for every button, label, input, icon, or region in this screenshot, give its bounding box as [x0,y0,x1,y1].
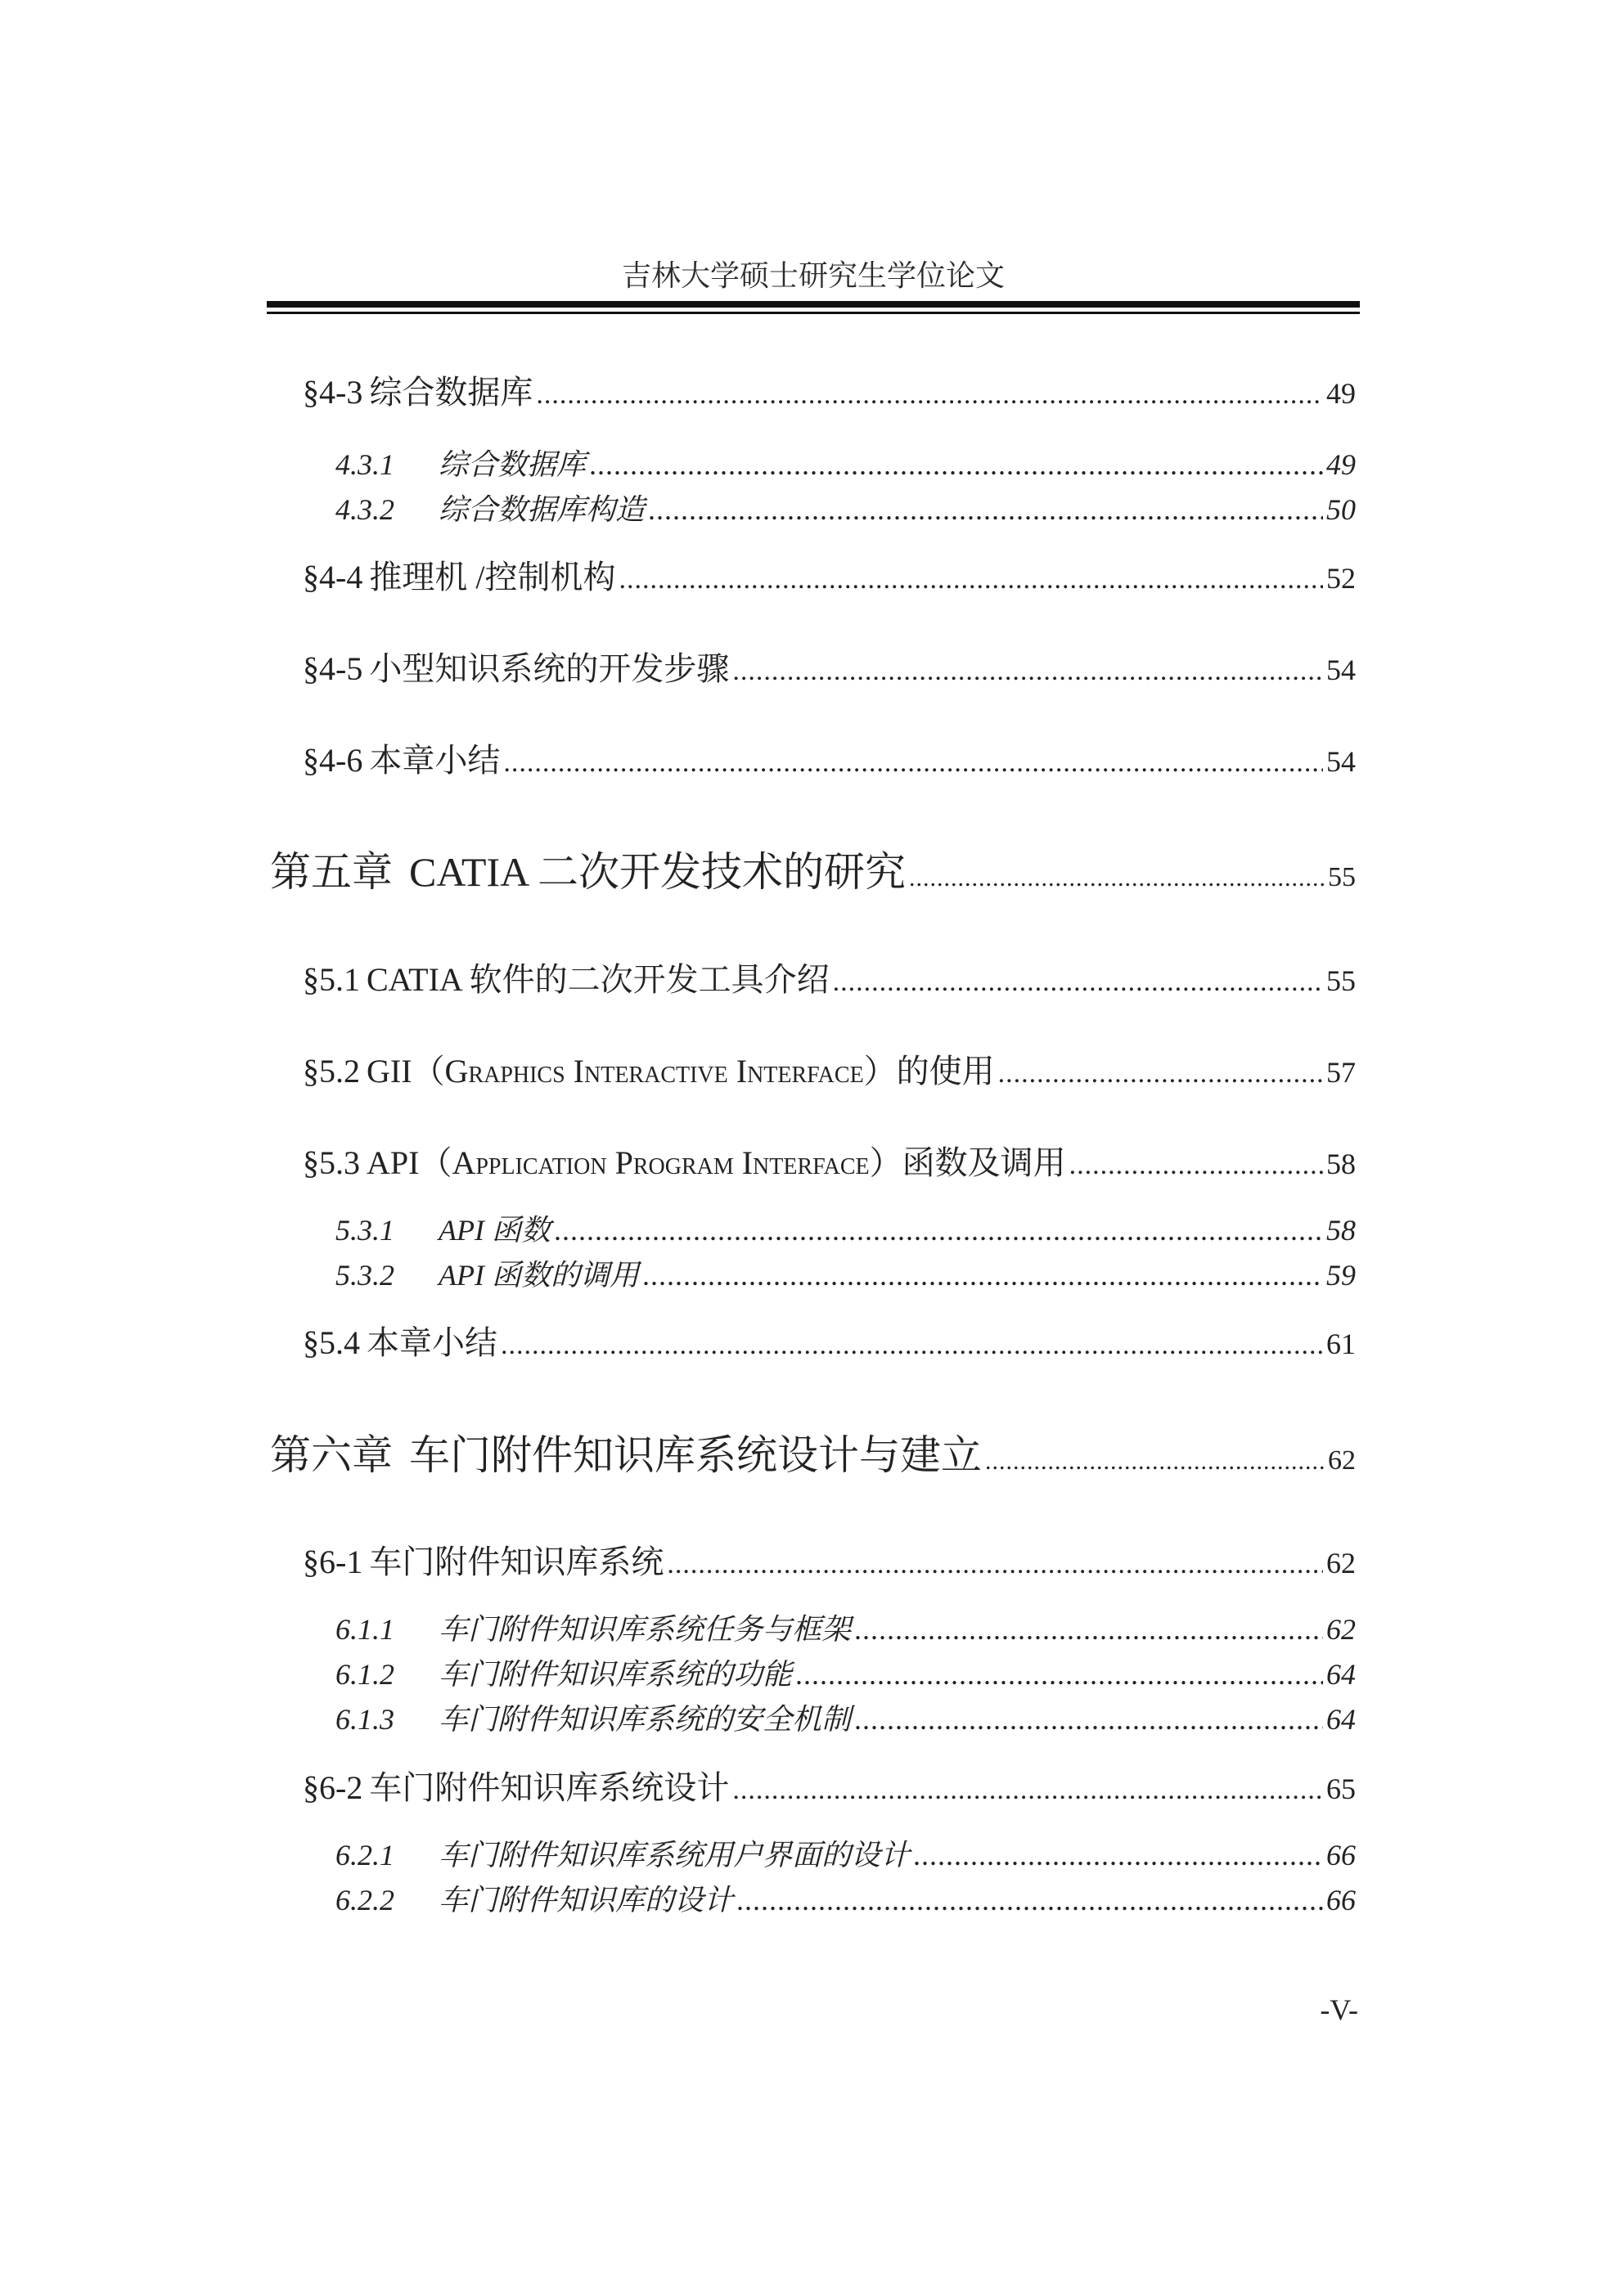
toc-leader-dots [501,1323,1323,1368]
toc-leader-dots [554,1210,1323,1251]
toc-title: 车门附件知识库系统设计 [369,1769,730,1806]
toc-title: 推理机 /控制机构 [369,559,616,595]
toc-leader-dots [503,740,1323,786]
toc-page-number: 62 [1326,1613,1356,1646]
toc-entry-chapter-6[interactable] [270,1427,1356,1489]
header-rule-thin [267,312,1360,314]
toc-page-number: 66 [1326,1884,1356,1916]
toc-number: 4.3.2 [335,493,394,526]
toc-entry-5-4[interactable] [303,1320,1356,1368]
toc-title: 本章小结 [369,742,501,779]
toc-entry-4-4[interactable] [303,555,1356,603]
toc-title: 综合数据库 [439,448,587,481]
toc-title: 本章小结 [367,1324,497,1361]
toc-number: 5.3.1 [335,1214,394,1247]
toc-page-number: 66 [1326,1839,1356,1871]
toc-page-number: 65 [1326,1773,1356,1805]
toc-title: 车门附件知识库系统用户界面的设计 [439,1839,911,1871]
toc-page-number: 64 [1326,1703,1356,1736]
toc-leader-dots [642,1255,1323,1296]
toc-page-number: 52 [1326,562,1356,595]
toc-entry-6-2-2[interactable] [335,1880,1356,1921]
toc-entry-5-3-1[interactable] [335,1210,1356,1251]
toc-number: 6.1.3 [335,1703,394,1736]
toc-page-number: 50 [1326,493,1356,526]
toc-number: §5.1 [303,961,360,998]
toc-entry-4-3[interactable] [303,370,1356,418]
toc-entry-5-2[interactable] [303,1049,1356,1097]
toc-number: 第五章 [270,849,393,895]
toc-page-number: 54 [1326,654,1356,686]
toc-title-suffix: ）函数及调用 [869,1144,1066,1181]
toc-entry-6-1-3[interactable] [335,1699,1356,1740]
toc-leader-dots [854,1609,1323,1650]
toc-number: §6-1 [303,1543,363,1580]
toc-leader-dots [736,1880,1323,1921]
toc-number: 6.2.2 [335,1884,394,1916]
toc-title: 车门附件知识库系统任务与框架 [439,1613,852,1646]
toc-page-number: 58 [1326,1148,1356,1180]
toc-number: §4-6 [303,742,363,779]
page-number: -V- [1320,1993,1358,2026]
toc-page-number: 59 [1326,1259,1356,1292]
toc-title: 车门附件知识库系统的功能 [439,1658,793,1691]
toc-entry-4-3-2[interactable] [335,489,1356,530]
toc-number: §5.2 [303,1053,360,1090]
toc-leader-dots [732,1768,1323,1813]
toc-title: 综合数据库构造 [439,493,646,526]
toc-title-prefix: API（ [367,1144,452,1181]
toc-title: 小型知识系统的开发步骤 [369,650,730,687]
toc-entry-chapter-5[interactable] [270,844,1356,906]
toc-page-number: 61 [1326,1328,1356,1360]
toc-leader-dots [985,1434,1325,1489]
toc-title: 车门附件知识库系统 [369,1543,664,1580]
toc-title: API 函数 [439,1214,551,1247]
toc-leader-dots [536,372,1323,418]
toc-entry-6-2[interactable] [303,1765,1356,1813]
toc-leader-dots [998,1051,1323,1097]
toc-page-number: 57 [1326,1056,1356,1089]
toc-page-number: 49 [1326,377,1356,410]
toc-leader-dots [795,1654,1323,1695]
toc-title: CATIA 二次开发技术的研究 [409,849,906,895]
toc-entry-6-1-2[interactable] [335,1654,1356,1695]
toc-number: §6-2 [303,1769,363,1806]
toc-title: 综合数据库 [369,374,533,411]
toc-number: §4-3 [303,374,363,411]
toc-entry-4-3-1[interactable] [335,444,1356,485]
toc-entry-4-6[interactable] [303,738,1356,786]
toc-leader-dots [619,557,1323,603]
toc-title-smallcaps: Application Program Interface [452,1144,870,1181]
toc-entry-4-5[interactable] [303,646,1356,694]
toc-title-smallcaps: Graphics Interactive Interface [444,1053,864,1090]
toc-entry-6-2-1[interactable] [335,1835,1356,1876]
toc-number: §5.3 [303,1144,360,1181]
toc-page-number: 62 [1326,1547,1356,1579]
toc-leader-dots [854,1699,1323,1740]
toc-leader-dots [1069,1143,1323,1188]
header-rule-thick [267,301,1360,308]
toc-leader-dots [913,1835,1323,1876]
toc-title: API 函数的调用 [439,1259,639,1292]
toc-leader-dots [589,444,1323,485]
toc-page-number: 49 [1326,448,1356,481]
toc-leader-dots [909,851,1325,906]
toc-title-prefix: GII（ [367,1053,445,1090]
toc-entry-6-1-1[interactable] [335,1609,1356,1650]
toc-leader-dots [833,959,1323,1005]
toc-title: 车门附件知识库系统的安全机制 [439,1703,852,1736]
toc-title: CATIA 软件的二次开发工具介绍 [367,961,830,998]
toc-number: 6.2.1 [335,1839,394,1871]
toc-entry-5-3[interactable] [303,1140,1356,1188]
toc-page-number: 62 [1328,1445,1356,1476]
toc-number: 6.1.1 [335,1613,394,1646]
toc-number: §4-5 [303,650,363,687]
toc-title-suffix: ）的使用 [863,1053,995,1090]
toc-entry-5-3-2[interactable] [335,1255,1356,1296]
toc-number: 4.3.1 [335,448,394,481]
toc-number: §4-4 [303,559,363,595]
toc-leader-dots [667,1542,1323,1588]
toc-entry-6-1[interactable] [303,1539,1356,1588]
toc-leader-dots [648,489,1323,530]
toc-number: 6.1.2 [335,1658,394,1691]
toc-number: §5.4 [303,1324,360,1361]
toc-page-number: 55 [1326,964,1356,997]
toc-title: 车门附件知识库的设计 [439,1884,734,1916]
toc-leader-dots [732,649,1323,694]
toc-page-number: 58 [1326,1214,1356,1247]
toc-title: 车门附件知识库系统设计与建立 [409,1432,982,1478]
toc-number: 5.3.2 [335,1259,394,1292]
running-header: 吉林大学硕士研究生学位论文 [621,259,1005,292]
toc-page-number: 64 [1326,1658,1356,1691]
toc-page-number: 54 [1326,745,1356,778]
toc-number: 第六章 [270,1432,393,1478]
toc-entry-5-1[interactable] [303,957,1356,1005]
toc-page-number: 55 [1328,862,1356,892]
